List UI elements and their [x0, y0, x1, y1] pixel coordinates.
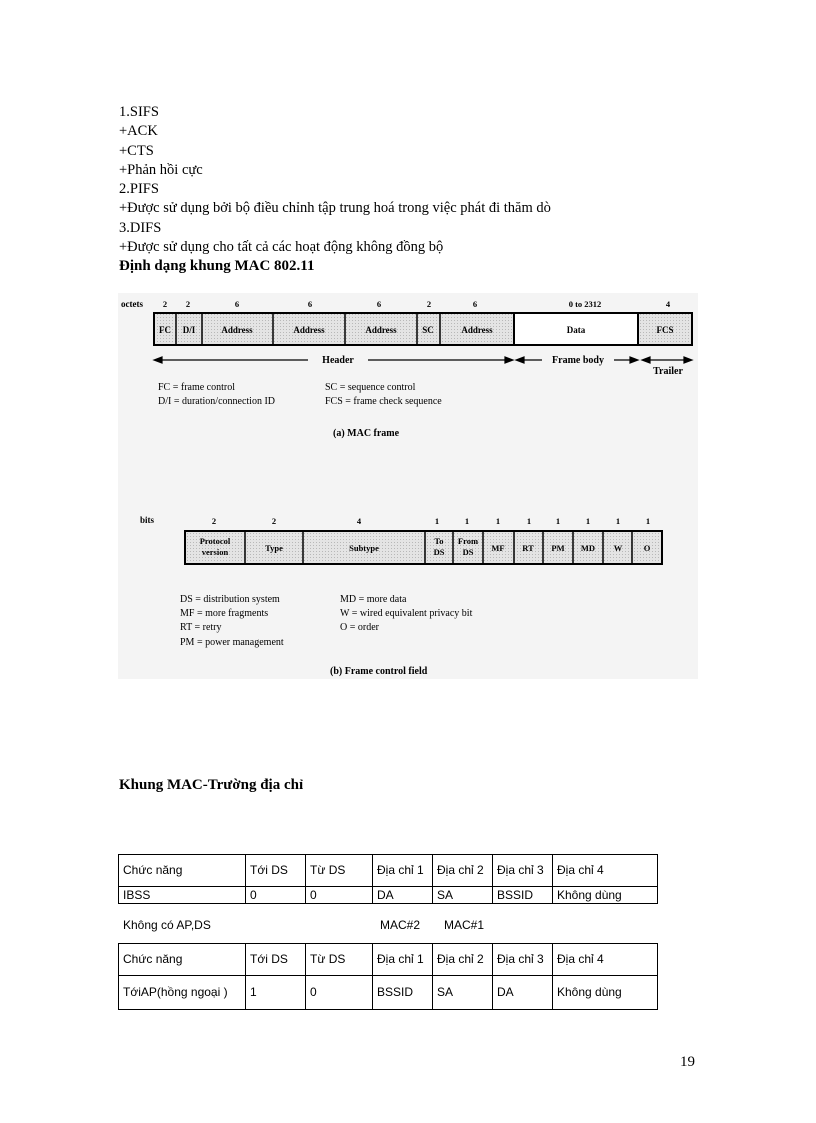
- section-heading: Định dạng khung MAC 802.11: [119, 258, 315, 275]
- field-size: 1: [526, 516, 532, 526]
- table-cell: 0: [246, 887, 306, 904]
- field-label: Address: [365, 325, 397, 335]
- table-cell: 1: [246, 976, 306, 1010]
- field-label: DS: [433, 547, 445, 557]
- table-cell: SA: [433, 976, 493, 1010]
- legend-item: D/I = duration/connection ID: [158, 396, 275, 407]
- legend-item: MD = more data: [340, 594, 407, 605]
- table-cell: Địa chỉ 3: [493, 944, 553, 976]
- text-line: +Phản hồi cực: [119, 161, 203, 178]
- bits-label: bits: [140, 515, 155, 525]
- field-label: FC: [159, 325, 171, 335]
- table-row: [119, 976, 658, 1010]
- field-size: 6: [307, 299, 313, 309]
- legend-item: RT = retry: [180, 622, 222, 633]
- header-range-label: Header: [322, 355, 354, 366]
- field-label: W: [613, 543, 623, 553]
- field-label: FCS: [656, 325, 674, 335]
- field-label: Address: [293, 325, 325, 335]
- field-label: MD: [580, 543, 596, 553]
- legend-item: O = order: [340, 622, 379, 633]
- bullet-text-block: [119, 103, 551, 277]
- field-size: 1: [434, 516, 440, 526]
- caption-b: (b) Frame control field: [330, 666, 428, 677]
- field-label: From: [457, 536, 479, 546]
- field-size: 2: [426, 299, 432, 309]
- table-cell: SA: [433, 887, 493, 904]
- field-label: Subtype: [349, 543, 379, 553]
- field-label: To: [434, 536, 444, 546]
- table-cell: IBSS: [119, 887, 246, 904]
- table-row: [119, 887, 658, 904]
- field-label: SC: [422, 325, 434, 335]
- table-cell: Địa chỉ 1: [373, 855, 433, 887]
- field-size: 2: [271, 516, 277, 526]
- legend-item: MF = more fragments: [180, 608, 269, 619]
- table-cell: Địa chỉ 4: [553, 855, 658, 887]
- page-number: 19: [680, 1054, 695, 1070]
- field-label: PM: [551, 543, 565, 553]
- table-cell: Từ DS: [306, 855, 373, 887]
- mac1-label: MAC#1: [444, 918, 485, 932]
- legend-item: FCS = frame check sequence: [325, 396, 442, 407]
- address-table-1: [118, 854, 658, 904]
- field-label: MF: [491, 543, 505, 553]
- table-cell: DA: [373, 887, 433, 904]
- text-line: +ACK: [119, 123, 158, 140]
- text-line: 2.PIFS: [119, 181, 159, 198]
- field-size: 0 to 2312: [568, 299, 602, 309]
- table-cell: Không dùng: [553, 976, 658, 1010]
- field-label: O: [643, 543, 651, 553]
- field-label: RT: [522, 543, 534, 553]
- field-size: 4: [665, 299, 671, 309]
- text-line: +Được sử dụng bởi bộ điều chỉnh tập trung hoá trong việc phát đi thăm dò: [119, 200, 551, 217]
- table-cell: 0: [306, 976, 373, 1010]
- table-cell: 0: [306, 887, 373, 904]
- table-header-row: [119, 944, 658, 976]
- address-table-2: [118, 943, 658, 1010]
- field-size: 2: [162, 299, 168, 309]
- table-cell: Địa chỉ 4: [553, 944, 658, 976]
- table-cell: Tới DS: [246, 855, 306, 887]
- field-label: Protocol: [199, 536, 231, 546]
- field-label: DS: [462, 547, 474, 557]
- section-heading-address: Khung MAC-Trường địa chỉ: [119, 777, 304, 793]
- table-cell: BSSID: [373, 976, 433, 1010]
- table-cell: Địa chỉ 3: [493, 855, 553, 887]
- table-cell: Địa chỉ 2: [433, 855, 493, 887]
- table-cell: DA: [493, 976, 553, 1010]
- field-size: 4: [356, 516, 362, 526]
- text-line: 3.DIFS: [119, 219, 162, 236]
- text-line: +Được sử dụng cho tất cả các hoạt động không đồng bộ: [119, 239, 444, 256]
- field-size: 1: [464, 516, 470, 526]
- field-label: Address: [461, 325, 493, 335]
- field-label: D/I: [182, 325, 196, 335]
- field-size: 6: [234, 299, 240, 309]
- legend-item: SC = sequence control: [325, 382, 416, 393]
- field-label: version: [201, 547, 229, 557]
- table-cell: Địa chỉ 1: [373, 944, 433, 976]
- field-size: 1: [585, 516, 591, 526]
- table-cell: Chức năng: [119, 855, 246, 887]
- field-label: Address: [221, 325, 253, 335]
- caption-a: (a) MAC frame: [333, 428, 400, 439]
- table-cell: BSSID: [493, 887, 553, 904]
- field-size: 1: [615, 516, 621, 526]
- text-line: +CTS: [119, 142, 154, 159]
- table-cell: Tới DS: [246, 944, 306, 976]
- legend-item: W = wired equivalent privacy bit: [340, 608, 473, 619]
- field-size: 6: [376, 299, 382, 309]
- trailer-label: Trailer: [653, 366, 683, 377]
- body-range-label: Frame body: [552, 355, 604, 366]
- field-size: 2: [211, 516, 217, 526]
- octets-label: octets: [121, 299, 143, 309]
- field-size: 6: [472, 299, 478, 309]
- table-cell: TớiAP(hồng ngoại ): [119, 976, 246, 1010]
- legend-item: FC = frame control: [158, 382, 236, 393]
- legend-item: DS = distribution system: [180, 594, 280, 605]
- table-header-row: [119, 855, 658, 887]
- field-label: Data: [566, 325, 586, 335]
- field-size: 1: [495, 516, 501, 526]
- table-cell: Địa chỉ 2: [433, 944, 493, 976]
- field-label: Type: [265, 543, 283, 553]
- table-cell: Chức năng: [119, 944, 246, 976]
- field-size: 1: [645, 516, 651, 526]
- legend-item: PM = power management: [180, 637, 284, 648]
- mac-frame-figure: [118, 293, 698, 679]
- field-size: 1: [555, 516, 561, 526]
- field-size: 2: [185, 299, 191, 309]
- table-cell: Không dùng: [553, 887, 658, 904]
- text-line: 1.SIFS: [119, 104, 159, 120]
- table-cell: Từ DS: [306, 944, 373, 976]
- no-ap-ds-label: Không có AP,DS: [123, 918, 211, 932]
- mac2-label: MAC#2: [380, 918, 421, 932]
